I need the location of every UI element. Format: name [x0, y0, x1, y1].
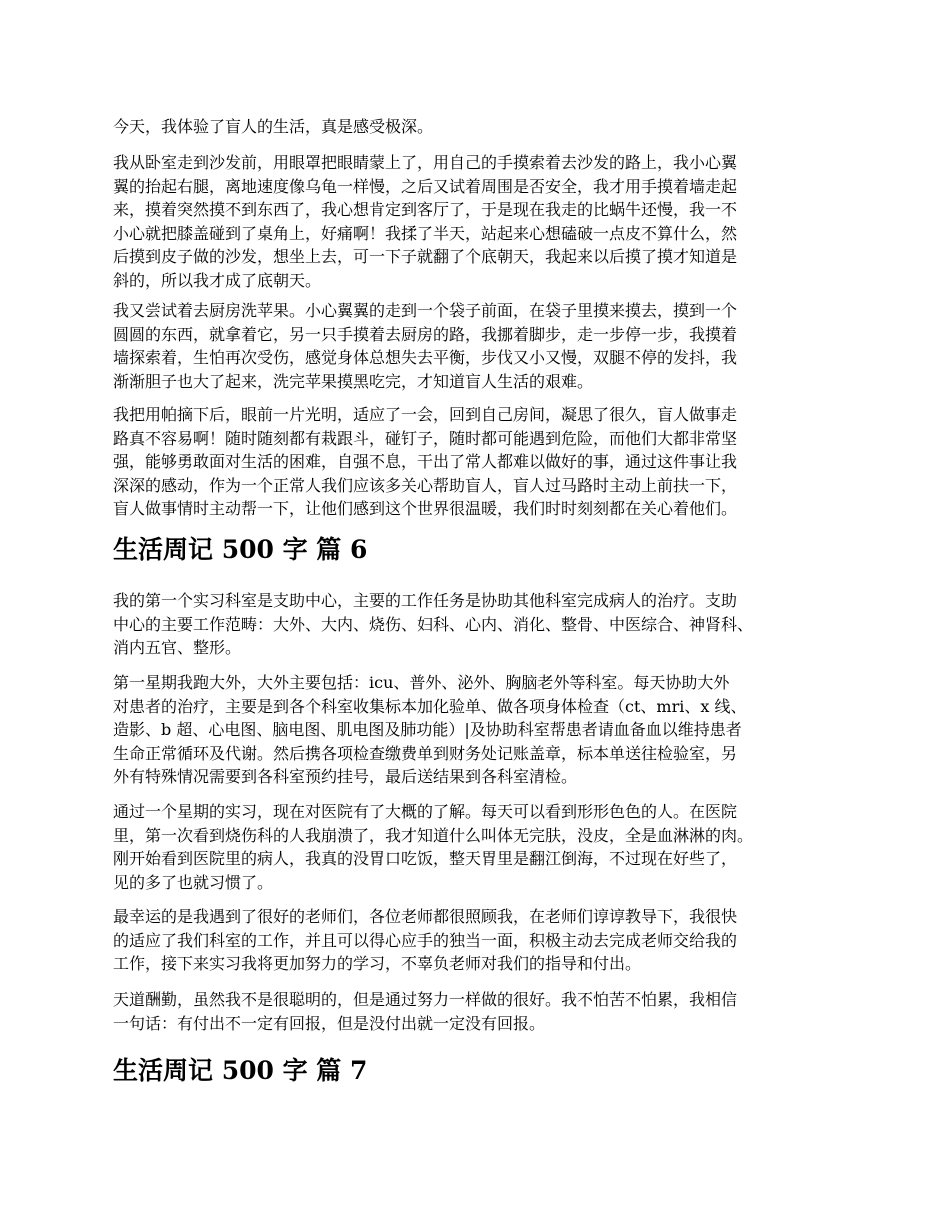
- text-line: 消内五官、整形。: [113, 638, 242, 658]
- text-line: 盲人做事情时主动帮一下，让他们感到这个世界很温暖，我们时时刻刻都在关心着他们。: [113, 499, 738, 519]
- paragraph-intro: [113, 115, 843, 139]
- text-line: 强，能够勇敢面对生活的困难，自强不息，干出了常人都难以做好的事，通过这件事让我: [113, 452, 738, 472]
- text-line: 最幸运的是我遇到了很好的老师们，各位老师都很照顾我，在老师们谆谆教导下，我很快: [113, 907, 738, 926]
- text-line: 造影、b 超、心电图、脑电图、肌电图及肺功能）|及协助科室帮患者请血备血以维持患者: [113, 720, 742, 740]
- text-line: 斜的，所以我才成了底朝天。: [113, 270, 322, 290]
- text-line: 外有特殊情况需要到各科室预约挂号，最后送结果到各科室清检。: [113, 767, 578, 787]
- text-line: 见的多了也就习惯了。: [113, 872, 274, 892]
- text-line: 对患者的治疗，主要是到各个科室收集标本加化验单、做各项身体检查（ct、mri、x 线、: [113, 696, 747, 716]
- paragraph-first-week: [113, 671, 843, 789]
- text-line: 来，摸着突然摸不到东西了，我心想肯定到客厅了，于是现在我走的比蜗牛还慢，我一不: [113, 200, 738, 220]
- text-line: 我从卧室走到沙发前，用眼罩把眼睛蒙上了，用自己的手摸索着去沙发的路上，我小心翼: [113, 153, 738, 172]
- paragraph-diligence: [113, 988, 843, 1035]
- text-line: 通过一个星期的实习，现在对医院有了大概的了解。每天可以看到形形色色的人。在医院: [113, 802, 738, 821]
- paragraph-sofa: [113, 151, 843, 293]
- text-line: 我把用帕摘下后，眼前一片光明，适应了一会，回到自己房间，凝思了很久，盲人做事走: [113, 405, 738, 424]
- paragraph-reflection: [113, 403, 843, 521]
- text-line: 里，第一次看到烧伤科的人我崩溃了，我才知道什么叫体无完肤，没皮，全是血淋淋的肉。: [113, 825, 754, 845]
- section-heading-6: 生活周记 500 字 篇 6: [113, 535, 368, 564]
- text-line: 翼的抬起右腿，离地速度像乌龟一样慢，之后又试着周围是否安全，我才用手摸着墙走起: [113, 176, 738, 196]
- paragraph-apple: [113, 299, 843, 393]
- text-line: 路真不容易啊！随时随刻都有栽跟斗，碰钉子，随时都可能遇到危险，而他们大都非常坚: [113, 428, 738, 448]
- text-line: 后摸到皮子做的沙发，想坐上去，可一下子就翻了个底朝天，我起来以后摸了摸才知道是: [113, 247, 738, 267]
- text-line: 深深的感动，作为一个正常人我们应该多关心帮助盲人，盲人过马路时主动上前扶一下，: [113, 475, 738, 495]
- text-line: 小心就把膝盖碰到了桌角上，好痛啊！我揉了半天，站起来心想磕破一点皮不算什么，然: [113, 223, 738, 243]
- text-line: 圆圆的东西，就拿着它，另一只手摸着去厨房的路，我挪着脚步，走一步停一步，我摸着: [113, 324, 738, 344]
- text-line: 今天，我体验了盲人的生活，真是感受极深。: [113, 117, 434, 136]
- text-line: 工作，接下来实习我将更加努力的学习，不辜负老师对我们的指导和付出。: [113, 954, 642, 974]
- text-line: 第一星期我跑大外，大外主要包括：icu、普外、泌外、胸脑老外等科室。每天协助大外: [113, 673, 730, 692]
- text-line: 渐渐胆子也大了起来，洗完苹果摸黑吃完，才知道盲人生活的艰难。: [113, 371, 594, 391]
- text-line: 生命正常循环及代谢。然后携各项检查缴费单到财务处记账盖章，标本单送往检验室，另: [113, 743, 738, 763]
- section-heading-7: 生活周记 500 字 篇 7: [113, 1056, 368, 1085]
- text-line: 一句话：有付出不一定有回报，但是没付出就一定没有回报。: [113, 1013, 546, 1033]
- text-line: 中心的主要工作范畴：大外、大内、烧伤、妇科、心内、消化、整骨、中医综合、神肾科、: [113, 614, 754, 634]
- text-line: 我又尝试着去厨房洗苹果。小心翼翼的走到一个袋子前面，在袋子里摸来摸去，摸到一个: [113, 301, 738, 320]
- paragraph-hospital: [113, 800, 843, 894]
- text-line: 刚开始看到医院里的病人，我真的没胃口吃饭，整天胃里是翻江倒海，不过现在好些了，: [113, 849, 738, 869]
- text-line: 天道酬勤，虽然我不是很聪明的，但是通过努力一样做的很好。我不怕苦不怕累，我相信: [113, 990, 738, 1009]
- paragraph-teachers: [113, 905, 843, 976]
- text-line: 我的第一个实习科室是支助中心，主要的工作任务是协助其他科室完成病人的治疗。支助: [113, 591, 738, 610]
- text-line: 的适应了我们科室的工作，并且可以得心应手的独当一面，积极主动去完成老师交给我的: [113, 930, 738, 950]
- paragraph-internship: [113, 589, 843, 660]
- text-line: 墙探索着，生怕再次受伤，感觉身体总想失去平衡，步伐又小又慢，双腿不停的发抖，我: [113, 348, 738, 368]
